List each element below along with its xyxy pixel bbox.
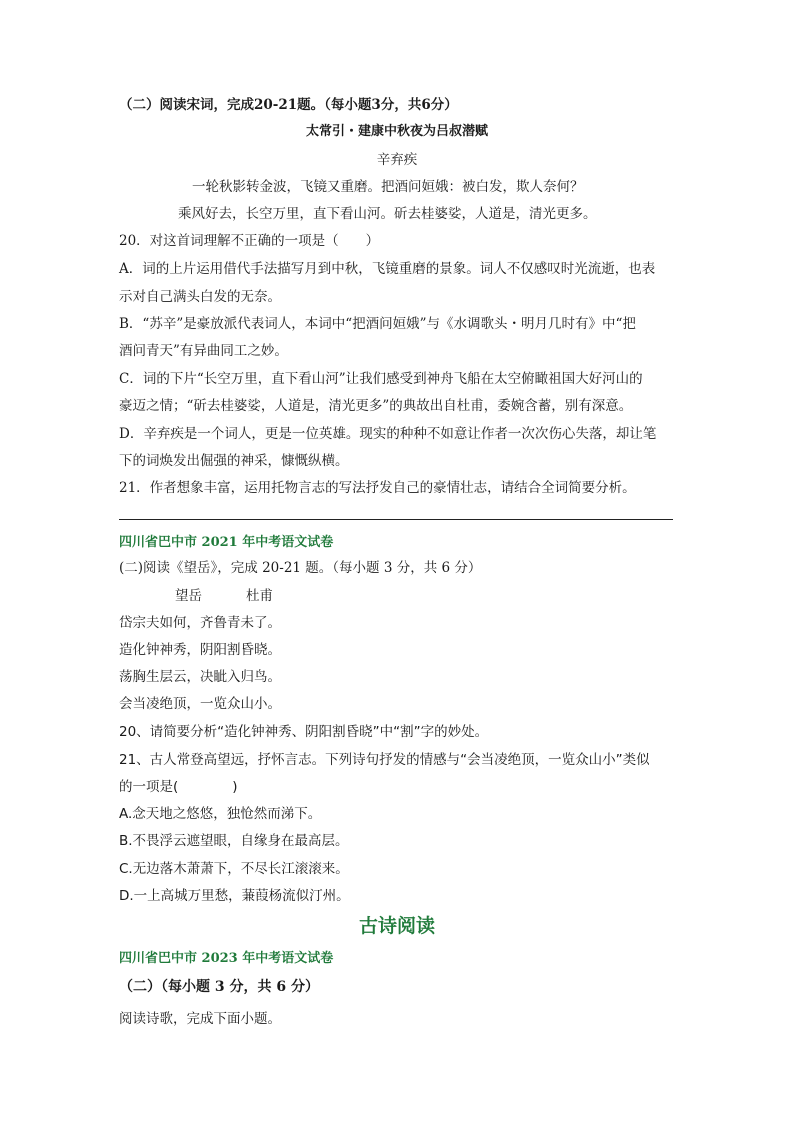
poem-title-1: 太常引・建康中秋夜为吕叔潜赋 [305,124,488,139]
poem-title-2: 望岳 [175,588,202,604]
option-b-b: B.不畏浮云遮望眼，自缘身在最高层。 [119,833,349,849]
option-a-line2: 示对自己满头白发的无奈。 [119,289,281,305]
option-a-line1: A．词的上片运用借代手法描写月到中秋，飞镜重磨的景象。词人不仅感叹时光流逝，也表 [119,261,656,277]
question-20-b: 20、请简要分析“造化钟神秀、阴阳割昏晓”中“割”字的妙处。 [119,724,489,740]
poem-line-1: 一轮秋影转金波，飞镜又重磨。把酒问姮娥：被白发，欺人奈何？ [192,179,584,195]
section2-header: (二)阅读《望岳》，完成 20-21 题。（每小题 3 分，共 6 分） [119,560,482,576]
option-b-line2: 酒问青天”有异曲同工之妙。 [119,343,288,359]
section-divider [119,519,673,520]
poem-author-1: 辛弃疾 [376,152,418,168]
poem2-line-1: 岱宗夫如何，齐鲁青未了。 [119,615,281,631]
option-d-b: D.一上高城万里愁，蒹葭杨流似汀州。 [119,888,350,904]
option-c-b: C.无边落木萧萧下，不尽长江滚滚来。 [119,861,349,877]
section3-instruction: 阅读诗歌，完成下面小题。 [119,1011,281,1027]
poem-line-2: 乘风好去，长空万里，直下看山河。斫去桂婆娑，人道是，清光更多。 [178,206,597,222]
option-c-line2: 豪迈之情；“斫去桂婆娑，人道是，清光更多”的典故出自杜甫，委婉含蓄，别有深意。 [119,398,633,414]
option-d-line1: D．辛弃疾是一个词人，更是一位英雄。现实的种种不如意让作者一次次伤心失落，却让笔 [119,426,657,442]
section-heading-ancient-poetry: 古诗阅读 [358,915,435,937]
question-20: 20．对这首词理解不正确的一项是（ ） [119,233,380,249]
poem2-line-3: 荡胸生层云，决眦入归鸟。 [119,669,281,685]
option-a-b: A.念天地之悠悠，独怆然而涕下。 [119,806,322,822]
option-b-line1: B．“苏辛”是豪放派代表词人，本词中“把酒问姮娥”与《水调歌头・明月几时有》中“把 [119,316,636,332]
source-2021: 四川省巴中市 2021 年中考语文试卷 [119,535,334,550]
question-21-b-line1: 21、古人常登高望远，抒怀言志。下列诗句抒发的情感与“会当凌绝顶，一览众山小”类似 [119,752,650,768]
section1-header: （二）阅读宋词，完成20-21题。（每小题3分，共6分） [119,97,458,113]
question-21: 21．作者想象丰富，运用托物言志的写法抒发自己的豪情壮志，请结合全词简要分析。 [119,480,636,496]
option-c-line1: C．词的下片“长空万里，直下看山河”让我们感受到神舟飞船在太空俯瞰祖国大好河山的 [119,371,643,387]
section3-header: （二）（每小题 3 分，共 6 分） [119,979,319,995]
poem2-line-4: 会当凌绝顶，一览众山小。 [119,696,281,712]
poem-author-2: 杜甫 [246,588,273,604]
question-21-b-line2: 的一项是( ) [119,779,238,795]
poem2-line-2: 造化钟神秀，阴阳割昏晓。 [119,642,281,658]
option-d-line2: 下的词焕发出倔强的神采，慷慨纵横。 [119,453,349,469]
source-2023: 四川省巴中市 2023 年中考语文试卷 [119,951,334,966]
